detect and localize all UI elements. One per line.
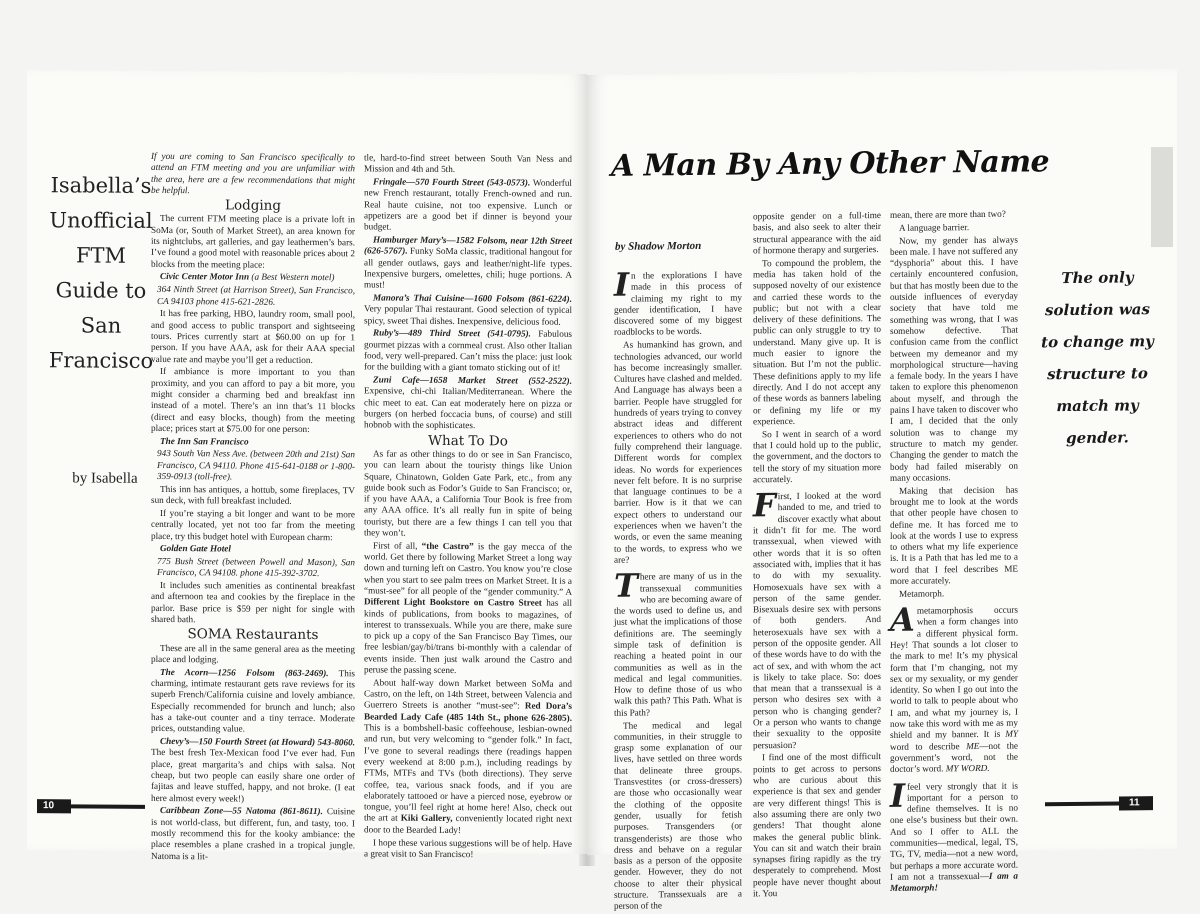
paragraph: I find one of the most difficult points to get across to persons who are curious about this experience is that sex and gender are very different things! This is also assuming there are only two genders! That thought alone makes the general public blink. You can sit and watch their brain synapses firing rapidly as the try desperately to comprehend. Most people have never thought about it. You [753, 751, 881, 899]
page-number-rule [1045, 802, 1119, 807]
paragraph: If you’re staying a bit longer and want to be more centrally located, yet not too far from the meeting place, try this budget hotel with European charm: [151, 507, 355, 542]
text-run: —not the government’s word, not the doctor’s word. [890, 740, 1018, 775]
restaurant-desc: Wonderful new French restaurant, totally French-owned and run. Real haute cuisine, not too expensive. Lunch or appetizers are a good bet if dinner is beyond your budget. [364, 177, 572, 232]
drop-cap-paragraph: First, I looked at the word handed to me, and tried to discover exactly what about it didn’t fit for me. The word transsexual, when viewed with other words that it is so often associated with, implies that it has to do with my sexuality. Homosexuals have sex with a person of the same gender. Bisexuals desire sex with persons of both genders. And heterosexuals have sex with a person of the opposite gender. All of these words have to do with the act of sex, and with whom the act is likely to take place. So: does that mean that a transsexual is a person who desires sex with a person who is changing gender? Or a person who wants to change their sexuality to the opposite persuasion? [753, 486, 881, 751]
page-number-right [1045, 796, 1165, 811]
restaurant-entry [364, 375, 572, 433]
paragraph: mean, there are more than two? [890, 208, 1006, 220]
paragraph: These are all in the same general area as the meeting place and lodging. [151, 642, 355, 665]
hotel-address: 775 Bush Street (between Powell and Mason), San Francisco, CA 94108. phone 415-392-3702. [157, 556, 355, 579]
page-number-rule [71, 804, 145, 809]
article-column-1 [614, 263, 742, 913]
text-run: Ametamorphosis occurs when a form changes into a different physical form. Hey! That sounds a lot closer to the mark to me! It’s my physical form that I’m changing, not my sex or my sexuality, or my gender identity. So when I go out into the world to talk to people about who I am, and what my journey is, I now take this word with me as my shield and my banner. It is [890, 600, 1018, 741]
title-line: Francisco [48, 348, 154, 373]
restaurant-name: The Acorn—1256 Folsom (863-2469). [160, 666, 329, 678]
title-line: San [80, 313, 122, 338]
hotel-note: (a Best Western motel) [249, 272, 335, 283]
paragraph: This inn has antiques, a hottub, some fireplaces, TV sun deck, with full breakfast included. [151, 483, 355, 507]
paragraph: It includes such amenities as continental breakfast and afternoon tea and cookies by the fireplace in the parlor. Base price is $59 per night for single with shared bath. [151, 580, 355, 625]
hotel-address: 364 Ninth Street (at Harrison Street), San Francisco, CA 94103 phone 415-621-2826. [157, 284, 355, 307]
next-page-block [1151, 147, 1173, 247]
paragraph: So I went in search of a word that I could hold up to the public, the government, and the doctors to tell the story of my situation more accurately. [753, 427, 881, 485]
restaurant-desc: Very popular Thai restaurant. Good selection of typical spicy, sweet Thai dishes. Inexpensive, delicious food. [364, 303, 572, 327]
drop-cap-paragraph: There are many of us in the transsexual communities who are becoming aware of the words used to define us, and just what the implications of those definitions are. The seemingly simple task of definition is reaching a heated point in our communities as well as in the medical and legal communities. How to define those of us who walk this path? This Path. What is this Path? [614, 566, 742, 718]
restaurant-entry [364, 234, 572, 292]
restaurant-desc: Fabulous gourmet pizzas with a cornmeal crust. Also other Italian food, very well-prepared. Can’t miss the place: just look for the building with a giant tomato sticking out of it! [364, 329, 572, 374]
page-number-text: 11 [1129, 797, 1140, 809]
emphasis: ME [966, 740, 980, 751]
text-run: About half-way down Market between SoMa and Castro, on the left, on 14th Street, between Valencia and Guerrero Streets is another “must-see”: [364, 677, 572, 711]
restaurant-name: Caribbean Zone—55 Natoma (861-8611). [160, 805, 323, 817]
hotel-address: 943 South Van Ness Ave. (between 20th and 21st) San Francisco, CA 94110. Phone 415-641-0188 or 1-800-359-0913 (toll-free). [157, 448, 355, 482]
restaurant-desc: The best fresh Tex-Mexican food I’ve ever had. Fun place, great margarita’s and chips with salsa. Not cheap, but two people can easily share one order of fajitas and leave stuffed, happy, and not broke. (I eat here almost every week!) [151, 747, 355, 804]
paragraph: tle, hard-to-find street between South Van Ness and Mission and 4th and 5th. [364, 152, 572, 175]
restaurant-name: Fringale—570 Fourth Street (543-0573). [373, 176, 531, 188]
restaurant-name: Ruby’s—489 Third Street (541-0795). [373, 327, 531, 340]
restaurant-name: Zuni Cafe—1658 Market Street (552-2522). [373, 374, 572, 386]
next-page-edge [1139, 147, 1177, 267]
restaurant-desc: Expensive, chi-chi Italian/Mediterranean. Where the chic meet to eat. Can eat moderately here on pizza or burgers (on herbed foccacia buns, of course) and still hobnob with the sophisticates. [364, 385, 572, 431]
section-heading-soma: SOMA Restaurants [187, 626, 319, 644]
intro-text: If you are coming to San Francisco specifically to attend an FTM meeting and you are unfamiliar with the area, here are a few recommendations that might be helpful. [151, 150, 355, 196]
emphasis: I am a Metamorph! [890, 870, 1018, 894]
restaurant-entry [364, 328, 572, 375]
left-page [27, 70, 587, 861]
drop-cap-paragraph [890, 600, 1018, 776]
emphasis: “the Castro” [421, 540, 474, 551]
paragraph: Now, my gender has always been male. I have not suffered any “dysphoria” about this. I have certainly encountered confusion, but that has mostly been due to the outside influences of everyday society that have told me something was wrong, that I was somehow defective. That confusion came from the conflict between my demeanor and my morphological structure—having a female body. In the years I have taken to explore this phenomenon about myself, and through the pains I have taken to discover who I am, I decided that the only solution was to change my structure to match my gender. Changing the gender to match the body had failed miserably on many occasions. [890, 234, 1018, 483]
hotel-name: Golden Gate Hotel [160, 543, 231, 554]
paragraph: As humankind has grown, and technologies advanced, our world has become increasingly smaller. Cultures have clashed and melded. And Language has always been a barrier. People have struggled for hundreds of years trying to convey abstract ideas and different experiences to others who do not fully comprehend their language. Different words for complex ideas. No words for experiences never felt before. It is no surprise that language continues to be a barrier. How is it that we can expect others to understand our experiences when we haven’t the words, or even the same meaning to the words, to express who we are? [614, 338, 742, 565]
section-heading-lodging: Lodging [224, 197, 282, 215]
text-run: conveniently located right next door to the Bearded Lady! [364, 813, 573, 835]
section-heading-what-to-do: What To Do [428, 432, 508, 450]
guide-column-1 [151, 151, 355, 865]
restaurant-entry [364, 176, 572, 234]
paragraph: opposite gender on a full-time basis, and also seek to alter their structural appearance with the aid of hormone therapy and surgeries. [753, 210, 881, 256]
paragraph: I hope these various suggestions will be of help. Have a great visit to San Francisco! [364, 836, 572, 859]
guide-title [45, 168, 157, 379]
title-line: Unofficial [49, 208, 153, 233]
hotel-name [151, 271, 355, 284]
title-line: FTM [75, 243, 127, 268]
text-run: word to describe [890, 740, 967, 752]
text-run: This is a bombshell-basic coffeehouse, lesbian-owned and run, but very welcoming to “gender folk.” In fact, I’ve gone to several readings there (readings happen every weekend at 8:00 p.m.), including readings by FTMs, MTFs and TVs (both directions). They serve coffee, tea, various snack foods, and if you are elaborately tattooed or have a pierced nose, eyebrow or tongue, you’ll feel right at home here! Also, check out the art at [364, 722, 572, 824]
paragraph: Metamorph. [899, 588, 945, 599]
right-page [587, 69, 1177, 912]
restaurant-entry [151, 736, 355, 805]
paragraph [364, 540, 572, 677]
emphasis: Different Light Bookstore on Castro Street [364, 596, 542, 608]
paragraph: If ambiance is more important to you than proximity, and you can afford to pay a bit more, you might consider a charming bed and breakfast inn instead of a motel. There’s an inn that’s 11 blocks (direct and easy blocks, though) from the meeting place; prices start at $75.00 for one person: [151, 366, 355, 434]
emphasis: MY [1005, 728, 1018, 740]
page-number-left [37, 799, 157, 814]
restaurant-desc: Funky SoMa classic, traditional hangout for all gender outlaws, gays and leather/night-life types. Inexpensive burgers, omelettes, chili; huge portions. A must! [364, 246, 572, 290]
article-title: A Man By Any Other Name [611, 144, 1050, 184]
drop-cap-paragraph: In the explorations I have made in this process of claiming my right to my gender identification, I have discovered some of my biggest roadblocks to be words. [614, 265, 742, 338]
title-line: Guide to [55, 278, 147, 303]
restaurant-name: Manora’s Thai Cuisine—1600 Folsom (861-6224). [373, 292, 572, 304]
paragraph: The current FTM meeting place is a private loft in SoMa (or, South of Market Street), an area known for its nightclubs, art galleries, and gay leathermen’s bars. I’ve found a good motel with reasonable prices about 2 blocks from the meeting place: [151, 213, 355, 270]
paragraph [364, 677, 572, 837]
hotel-name: The Inn San Francisco [160, 435, 249, 447]
text-run: has all kinds of publications, from books to magazines, of interest to transsexuals. While you are there, make sure to pick up a copy of the San Francisco Bay Times, our free lesbian/gay/bi/trans bi-monthly with a calendar of events inside. Then just walk around the Castro and peruse the passing scene. [364, 597, 573, 676]
drop-cap-paragraph [890, 776, 1018, 894]
emphasis: Red Dora’s Bearded Lady Cafe (485 14th St., phone 626-2805). [364, 700, 572, 723]
restaurant-desc: Cuisine is not world-class, but different, fun, and tasty, too. I mostly recommend this for the kooky ambiance: the place resembles a plane crashed in a tropical jungle. Natoma is a lit- [151, 806, 356, 861]
restaurant-entry [151, 667, 355, 736]
hotel-name-text: Civic Center Motor Inn [160, 271, 250, 283]
paragraph: As far as other things to do or see in San Francisco, you can learn about the touristy things like Union Square, Chinatown, Golden Gate Park, etc., from any guide book such as Fodor’s Guide to San Francisco; or, if you have AAA, a California Tour Book is free from any AAA office. It’s all really fun in spite of being touristy, but there are a few things I can tell you that they won’t. [364, 448, 572, 538]
title-line: Isabella’s [50, 173, 152, 198]
paragraph: The medical and legal communities, in their struggle to grasp some explanation of our lives, have settled on three words that delineate three groups. Transvestites (or cross-dressers) are those who occasionally wear the clothing of the opposite gender, usually for fetish purposes. Transgenders (or transgenderists) are those who dress and behave on a regular basis as a person of the opposite gender. However, they do not choose to alter their physical structure. Transsexuals are a person of the [614, 719, 742, 912]
pull-quote: The only solution was to change my structure to match my gender. [1041, 268, 1154, 448]
text-run: is the gay mecca of the world. Get there by following Market Street a long way down and turning left on Castro. You know you’re close when you start to see palm trees on Market Street. It is a “must-see” for all people of the “gender community.” A [364, 540, 573, 597]
restaurant-entry [364, 292, 572, 327]
emphasis: MY WORD. [945, 763, 990, 774]
article-column-3 [890, 209, 1018, 896]
article-column-2 [753, 210, 881, 901]
text-run: First of all, [373, 540, 422, 551]
restaurant-name: Chevy’s—150 Fourth Street (at Howard) 543-8060. [160, 736, 355, 748]
page-number-text: 10 [43, 800, 55, 812]
restaurant-entry [151, 805, 355, 863]
article-byline: by Shadow Morton [615, 239, 702, 253]
paragraph: To compound the problem, the media has taken hold of the supposed novelty of our existence and carried these words to the public; but not with a clear delivery of these definitions. The public can only struggle to try to understand. Many give up. It is much easier to ignore the situation. But I’m not the public. These definitions apply to my life directly. And I do not accept any of these words as banners labeling or defining my life or my experience. [753, 256, 881, 427]
paragraph: A language barrier. [899, 221, 970, 233]
restaurant-name: Hamburger Mary’s—1582 Folsom, near 12th Street (626-5767). [364, 234, 572, 257]
guide-column-2 [364, 152, 572, 862]
text-run: Ifeel very strongly that it is important for a person to define themselves. It is no one else’s business but their own. And so I offer to ALL the communities—medical, legal, TS, TG, TV, media—not a new word, but perhaps a more accurate word. I am not a transsexual— [890, 776, 1018, 882]
paragraph: Making that decision has brought me to look at the words that other people have chosen to define me. It has forced me to look at the words I use to express to others what my life experience is. It is a Path that has led me to a word that I feel describes ME more accurately. [890, 484, 1018, 586]
magazine-spread [27, 72, 1177, 912]
restaurant-desc: This charming, intimate restaurant gets rave reviews for its superb French/California cuisine and lovely ambiance. Especially recommended for brunch and lunch; also has a take-out counter and a tiny terrace. Moderate prices, outstanding value. [151, 667, 356, 734]
emphasis: Kiki Gallery, [400, 813, 453, 824]
guide-byline: by Isabella [72, 470, 138, 487]
paragraph: It has free parking, HBO, laundry room, small pool, and good access to public transport and sightseeing tours. Prices currently start at $60.00 on up for 1 person. If you have AAA, ask for their AAA special value rate and maybe you’ll get a reduction. [151, 308, 355, 365]
